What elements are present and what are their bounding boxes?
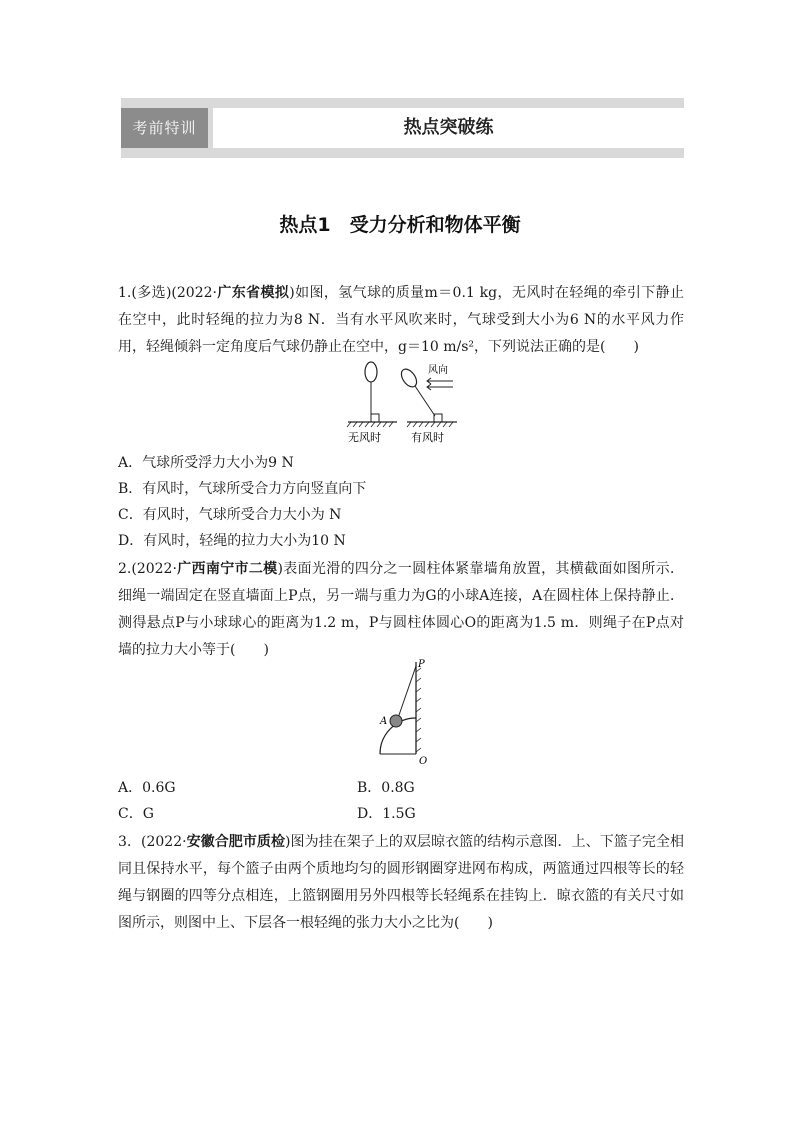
- block-still: [371, 414, 379, 422]
- ball-a: [390, 715, 402, 727]
- question-2: [118, 556, 684, 664]
- string: [398, 666, 416, 718]
- q3-prefix: 3．(2022·: [118, 834, 187, 850]
- q2-figure: [372, 658, 442, 768]
- label-p: P: [418, 659, 425, 670]
- q2-option-a: A．0.6G: [118, 780, 176, 796]
- q2-option-d: D．1.5G: [357, 806, 416, 822]
- header-band: [121, 98, 684, 160]
- header-top-bar: [121, 98, 684, 108]
- label-o: O: [419, 756, 428, 767]
- q2-option-b: B．0.8G: [357, 780, 415, 796]
- balloon-still: [365, 362, 377, 382]
- block-wind: [434, 414, 442, 422]
- q1-prefix: 1.(多选)(2022·: [118, 285, 217, 301]
- q1-option-a: A．气球所受浮力大小为9 N: [118, 455, 294, 471]
- q2-body: )表面光滑的四分之一圆柱体紧靠墙角放置，其横截面如图所示．细绳一端固定在竖直墙面上P点，另一端与重力为G的小球A连接，A在圆柱体上保持静止．测得悬点P与小球球心的距离为1.2 m，P与圆柱体圆心O的距离为1.5 m．则绳子在P点对墙的拉力大小等于( ): [118, 561, 685, 658]
- question-3: [118, 829, 684, 937]
- wind-arrows: [427, 378, 453, 390]
- q3-body: )图为挂在架子上的双层晾衣篮的结构示意图．上、下篮子完全相同且保持水平，每个篮子由两个质地均匀的圆形钢圈穿进网布构成，两篮通过四根等长的轻绳与钢圈的四等分点相连，上篮钢圈用另外四根等长轻绳系在挂钩上．晾衣篮的有关尺寸如图所示，则图中上、下层各一根轻绳的张力大小之比为( ): [118, 834, 684, 931]
- q1-figure: [345, 360, 470, 448]
- question-1: [118, 280, 684, 361]
- wind-label: 风向: [428, 365, 448, 376]
- q1-source: 广东省模拟: [216, 285, 290, 301]
- q3-source: 安徽合肥市质检: [186, 834, 285, 850]
- label-with-wind: 有风时: [411, 431, 444, 444]
- header-bottom-bar: [121, 148, 684, 158]
- q1-option-d: D．有风时，轻绳的拉力大小为10 N: [118, 533, 346, 549]
- rope-wind: [415, 386, 435, 416]
- q1-body: )如图，氢气球的质量m＝0.1 kg，无风时在轻绳的牵引下静止在空中，此时轻绳的拉力为8 N．当有水平风吹来时，气球受到大小为6 N的水平风力作用，轻绳倾斜一定角度后气球仍静止在空中，g＝10 m/s²，下列说法正确的是( ): [118, 285, 685, 355]
- label-a: A: [380, 716, 388, 727]
- header-tag: 考前特训: [121, 108, 208, 148]
- label-no-wind: 无风时: [348, 431, 381, 444]
- header-title: 热点突破练: [213, 108, 684, 148]
- q1-option-c: C．有风时，气球所受合力大小为 N: [118, 507, 342, 523]
- q2-option-c: C．G: [118, 806, 154, 822]
- q2-source: 广西南宁市二模: [176, 561, 278, 577]
- section-title: 热点1 受力分析和物体平衡: [279, 214, 521, 236]
- balloon-wind: [398, 366, 419, 389]
- q2-prefix: 2.(2022·: [118, 561, 177, 577]
- q1-option-b: B．有风时，气球所受合力方向竖直向下: [118, 481, 367, 497]
